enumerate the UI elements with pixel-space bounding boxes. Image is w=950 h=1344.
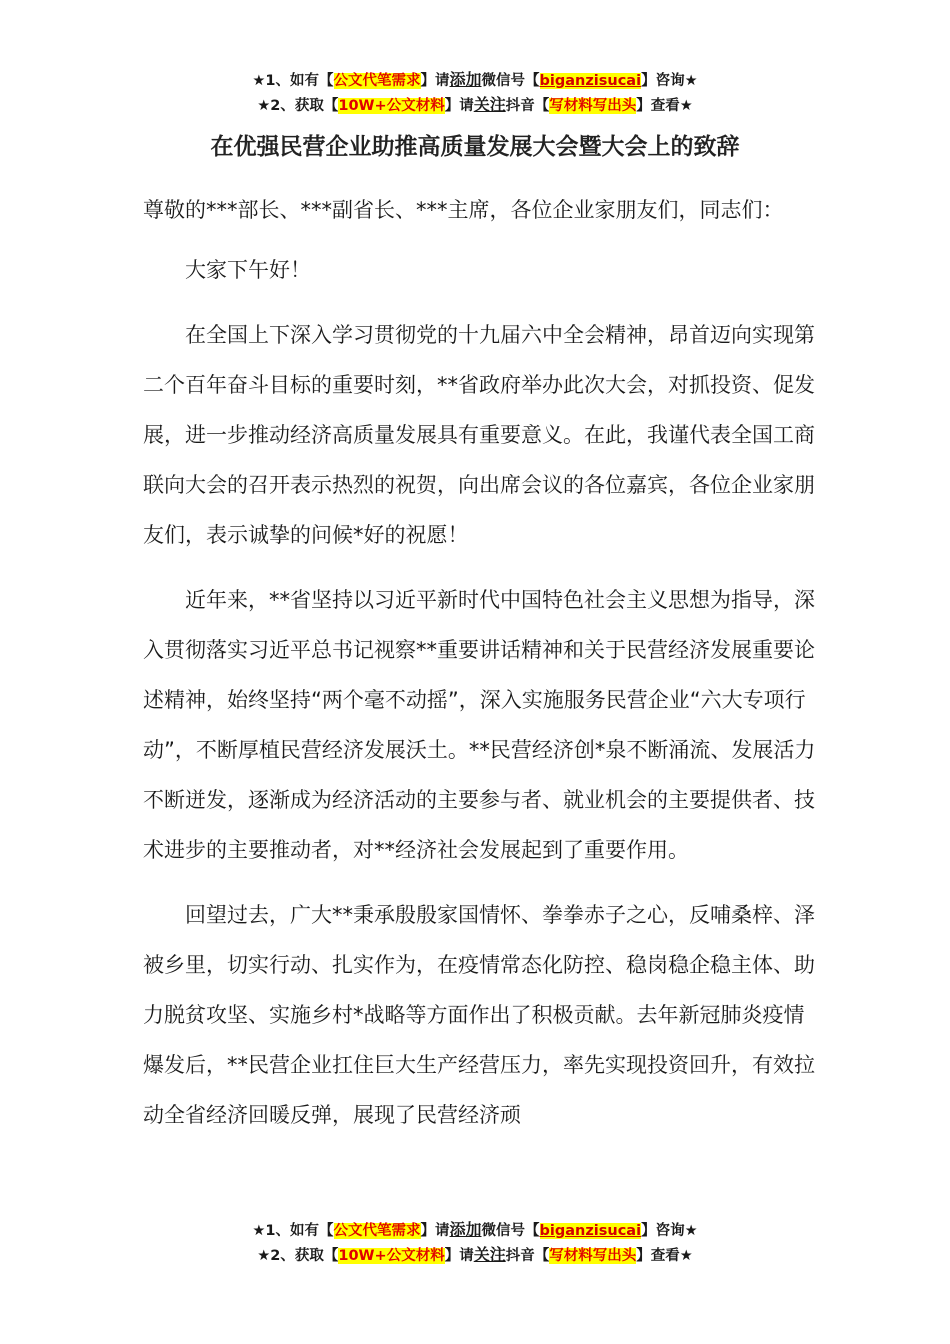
banner-text: 】查看★ bbox=[636, 1248, 693, 1264]
document-title: 在优强民营企业助推高质量发展大会暨大会上的致辞 bbox=[210, 134, 740, 160]
banner-text: 抖音【 bbox=[505, 1248, 550, 1264]
banner-text: 微信号【 bbox=[481, 1223, 540, 1239]
banner-text: 微信号【 bbox=[481, 73, 540, 89]
document-body bbox=[143, 185, 823, 1155]
salutation: 尊敬的***部长、***副省长、***主席，各位企业家朋友们，同志们： bbox=[143, 198, 784, 222]
banner-emphasis: 关注 bbox=[473, 1245, 506, 1264]
banner-text: ★1、如有【 bbox=[252, 73, 334, 89]
banner-emphasis: 添加 bbox=[449, 1220, 482, 1239]
paragraph: 在全国上下深入学习贯彻党的十九届六中全会精神，昂首迈向实现第二个百年奋斗目标的重要时刻，**省政府举办此次大会，对抓投资、促发展，进一步推动经济高质量发展具有重要意义。在此，我谨代表全国工商联向大会的召开表示热烈的祝贺，向出席会议的各位嘉宾，各位企业家朋友们，表示诚挚的问候*好的祝愿！ bbox=[143, 323, 815, 547]
paragraph: 近年来，**省坚持以习近平新时代中国特色社会主义思想为指导，深入贯彻落实习近平总书记视察**重要讲话精神和关于民营经济发展重要论述精神，始终坚持“两个毫不动摇”，深入实施服务民营企业“六大专项行动”，不断厚植民营经济发展沃土。**民营经济创*泉不断涌流、发展活力不断迸发，逐渐成为经济活动的主要参与者、就业机会的主要提供者、技术进步的主要推动者，对**经济社会发展起到了重要作用。 bbox=[143, 588, 816, 862]
banner-douyin-id: 写材料写出头 bbox=[549, 1248, 637, 1264]
banner-line-1 bbox=[0, 1218, 950, 1243]
banner-text: 抖音【 bbox=[505, 98, 550, 114]
header-banner bbox=[0, 68, 950, 118]
banner-highlight: 公文代笔需求 bbox=[333, 1223, 421, 1239]
banner-text: 】咨询★ bbox=[641, 73, 698, 89]
banner-text: 】请 bbox=[420, 73, 450, 89]
banner-line-2 bbox=[0, 93, 950, 118]
paragraph: 大家下午好！ bbox=[185, 258, 311, 282]
banner-line-1 bbox=[0, 68, 950, 93]
banner-line-2 bbox=[0, 1243, 950, 1268]
banner-text: 】查看★ bbox=[636, 98, 693, 114]
banner-text: ★2、获取【 bbox=[257, 1248, 339, 1264]
footer-banner bbox=[0, 1218, 950, 1268]
banner-highlight: 公文代笔需求 bbox=[333, 73, 421, 89]
banner-emphasis: 添加 bbox=[449, 70, 482, 89]
banner-highlight: 10W+公文材料 bbox=[338, 98, 445, 114]
banner-emphasis: 关注 bbox=[473, 95, 506, 114]
banner-text: 】请 bbox=[444, 98, 474, 114]
banner-wechat-id: biganzisucai bbox=[539, 73, 642, 89]
banner-text: 】咨询★ bbox=[641, 1223, 698, 1239]
banner-douyin-id: 写材料写出头 bbox=[549, 98, 637, 114]
banner-text: ★1、如有【 bbox=[252, 1223, 334, 1239]
banner-wechat-id: biganzisucai bbox=[539, 1223, 642, 1239]
banner-highlight: 10W+公文材料 bbox=[338, 1248, 445, 1264]
banner-text: 】请 bbox=[444, 1248, 474, 1264]
banner-text: 】请 bbox=[420, 1223, 450, 1239]
paragraph: 回望过去，广大**秉承殷殷家国情怀、拳拳赤子之心，反哺桑梓、泽被乡里，切实行动、扎实作为，在疫情常态化防控、稳岗稳企稳主体、助力脱贫攻坚、实施乡村*战略等方面作出了积极贡献。去年新冠肺炎疫情爆发后，**民营企业扛住巨大生产经营压力，率先实现投资回升，有效拉动全省经济回暖反弹，展现了民营经济顽 bbox=[143, 903, 815, 1127]
banner-text: ★2、获取【 bbox=[257, 98, 339, 114]
